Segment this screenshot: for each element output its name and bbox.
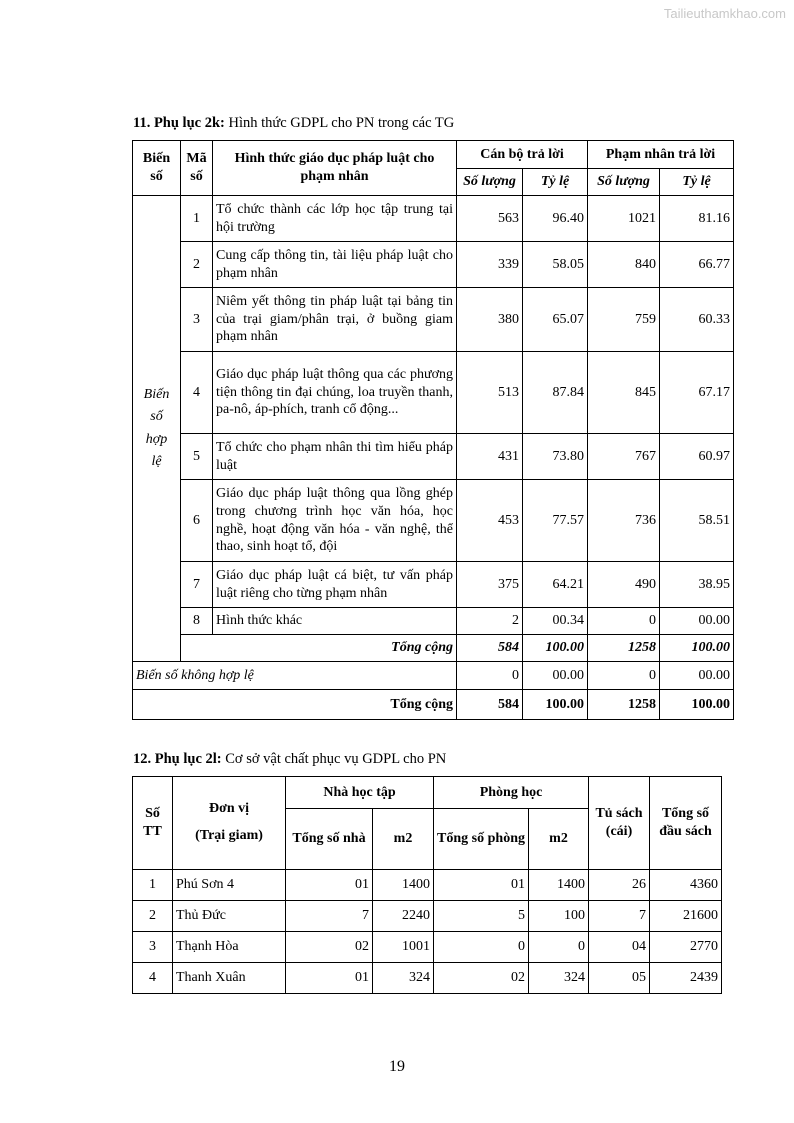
pn-count: 767 <box>588 434 660 480</box>
row-code: 2 <box>181 242 213 288</box>
pn-count: 845 <box>588 352 660 434</box>
row-dau-sach: 2770 <box>650 932 722 963</box>
header-tong-so-nha: Tổng số nhà <box>286 809 373 870</box>
table-row <box>133 288 734 352</box>
row-nha-m2: 2240 <box>373 901 434 932</box>
header-bien-so: Biến số <box>133 141 181 196</box>
cb-ratio: 58.05 <box>523 242 588 288</box>
row-stt: 3 <box>133 932 173 963</box>
pn-ratio: 58.51 <box>660 480 734 562</box>
table-row <box>133 434 734 480</box>
header-cb-so-luong: Số lượng <box>457 169 523 196</box>
row-tu-sach: 04 <box>589 932 650 963</box>
subtotal-label: Tổng cộng <box>181 635 457 662</box>
pn-count: 490 <box>588 562 660 608</box>
row-tu-sach: 7 <box>589 901 650 932</box>
section-12-caption <box>133 751 446 768</box>
valid-variable-label: Biến số hợp lệ <box>133 196 181 662</box>
header-nha-hoc-tap: Nhà học tập <box>286 777 434 809</box>
subtotal-pn-count: 1258 <box>588 635 660 662</box>
row-code: 7 <box>181 562 213 608</box>
table-row <box>133 932 722 963</box>
row-stt: 2 <box>133 901 173 932</box>
row-phong-m2: 0 <box>529 932 589 963</box>
cb-ratio: 73.80 <box>523 434 588 480</box>
total-cb-count: 584 <box>457 690 523 720</box>
row-description: Cung cấp thông tin, tài liệu pháp luật cho phạm nhân <box>213 242 457 288</box>
subtotal-cb-count: 584 <box>457 635 523 662</box>
header-pn-ty-le: Tỷ lệ <box>660 169 734 196</box>
pn-count: 0 <box>588 608 660 635</box>
row-description: Tổ chức cho phạm nhân thi tìm hiểu pháp luật <box>213 434 457 480</box>
row-code: 6 <box>181 480 213 562</box>
watermark-text: Tailieuthamkhao.com <box>663 6 786 21</box>
cb-count: 563 <box>457 196 523 242</box>
row-phong-m2: 100 <box>529 901 589 932</box>
row-description: Hình thức khác <box>213 608 457 635</box>
pn-ratio: 60.33 <box>660 288 734 352</box>
row-nha: 7 <box>286 901 373 932</box>
pn-ratio: 81.16 <box>660 196 734 242</box>
header-ma-so: Mã số <box>181 141 213 196</box>
section-12-caption-text: Cơ sở vật chất phục vụ GDPL cho PN <box>221 751 447 767</box>
table-row <box>133 480 734 562</box>
cb-ratio: 87.84 <box>523 352 588 434</box>
table-gdpl-forms <box>132 140 734 720</box>
row-nha: 01 <box>286 870 373 901</box>
header-pn-so-luong: Số lượng <box>588 169 660 196</box>
table-row <box>133 242 734 288</box>
invalid-row <box>133 662 734 690</box>
row-phong-m2: 1400 <box>529 870 589 901</box>
table-row <box>133 352 734 434</box>
cb-ratio: 65.07 <box>523 288 588 352</box>
header-hinh-thuc: Hình thức giáo dục pháp luật cho phạm nhân <box>213 141 457 196</box>
table-row <box>133 963 722 994</box>
row-dau-sach: 4360 <box>650 870 722 901</box>
pn-ratio: 67.17 <box>660 352 734 434</box>
row-code: 8 <box>181 608 213 635</box>
row-stt: 1 <box>133 870 173 901</box>
row-tu-sach: 05 <box>589 963 650 994</box>
table-row <box>133 901 722 932</box>
invalid-cb-ratio: 00.00 <box>523 662 588 690</box>
section-11-caption <box>133 115 454 132</box>
page-number: 19 <box>389 1058 405 1075</box>
cb-ratio: 77.57 <box>523 480 588 562</box>
cb-ratio: 00.34 <box>523 608 588 635</box>
pn-ratio: 60.97 <box>660 434 734 480</box>
pn-count: 840 <box>588 242 660 288</box>
table-row <box>133 608 734 635</box>
pn-count: 759 <box>588 288 660 352</box>
header-phong-hoc: Phòng học <box>434 777 589 809</box>
invalid-label: Biến số không hợp lệ <box>133 662 457 690</box>
row-code: 3 <box>181 288 213 352</box>
section-12-caption-bold: 12. Phụ lục 2l: <box>133 751 222 767</box>
header-cb-ty-le: Tỷ lệ <box>523 169 588 196</box>
row-phong: 02 <box>434 963 529 994</box>
subtotal-pn-ratio: 100.00 <box>660 635 734 662</box>
row-description: Tổ chức thành các lớp học tập trung tại hội trường <box>213 196 457 242</box>
row-code: 1 <box>181 196 213 242</box>
row-unit: Thủ Đức <box>173 901 286 932</box>
total-pn-count: 1258 <box>588 690 660 720</box>
row-nha-m2: 1400 <box>373 870 434 901</box>
section-11-caption-bold: 11. Phụ lục 2k: <box>133 115 225 131</box>
total-pn-ratio: 100.00 <box>660 690 734 720</box>
header-tong-so-dau-sach: Tổng số đầu sách <box>650 777 722 870</box>
subtotal-row <box>133 635 734 662</box>
row-code: 4 <box>181 352 213 434</box>
cb-count: 431 <box>457 434 523 480</box>
row-description: Giáo dục pháp luật thông qua lồng ghép trong chương trình học văn hóa, học nghề, hoạt động văn hóa - văn nghệ, thể thao, sinh hoạt tổ, đội <box>213 480 457 562</box>
pn-count: 1021 <box>588 196 660 242</box>
header-don-vi-line1: Đơn vị <box>208 801 250 817</box>
pn-ratio: 00.00 <box>660 608 734 635</box>
table-row <box>133 562 734 608</box>
row-nha-m2: 1001 <box>373 932 434 963</box>
cb-count: 375 <box>457 562 523 608</box>
header-nha-m2: m2 <box>373 809 434 870</box>
header-tong-so-phong: Tổng số phòng <box>434 809 529 870</box>
invalid-cb-count: 0 <box>457 662 523 690</box>
subtotal-cb-ratio: 100.00 <box>523 635 588 662</box>
row-nha: 02 <box>286 932 373 963</box>
cb-count: 513 <box>457 352 523 434</box>
cb-ratio: 96.40 <box>523 196 588 242</box>
row-nha: 01 <box>286 963 373 994</box>
row-phong: 5 <box>434 901 529 932</box>
table-row <box>133 196 734 242</box>
pn-ratio: 66.77 <box>660 242 734 288</box>
row-dau-sach: 21600 <box>650 901 722 932</box>
total-label: Tổng cộng <box>133 690 457 720</box>
header-phong-m2: m2 <box>529 809 589 870</box>
pn-ratio: 38.95 <box>660 562 734 608</box>
row-unit: Phú Sơn 4 <box>173 870 286 901</box>
pn-count: 736 <box>588 480 660 562</box>
table-row <box>133 870 722 901</box>
header-don-vi <box>173 777 286 870</box>
total-cb-ratio: 100.00 <box>523 690 588 720</box>
row-description: Giáo dục pháp luật cá biệt, tư vấn pháp luật riêng cho từng phạm nhân <box>213 562 457 608</box>
cb-count: 453 <box>457 480 523 562</box>
cb-count: 339 <box>457 242 523 288</box>
table-facilities <box>132 776 722 994</box>
row-dau-sach: 2439 <box>650 963 722 994</box>
section-11-caption-text: Hình thức GDPL cho PN trong các TG <box>224 115 455 131</box>
invalid-pn-count: 0 <box>588 662 660 690</box>
row-description: Niêm yết thông tin pháp luật tại bảng tin của trại giam/phân trại, ở buồng giam phạm nhân <box>213 288 457 352</box>
header-don-vi-line2: (Trại giam) <box>195 828 263 843</box>
row-phong: 01 <box>434 870 529 901</box>
cb-count: 380 <box>457 288 523 352</box>
row-phong-m2: 324 <box>529 963 589 994</box>
cb-count: 2 <box>457 608 523 635</box>
row-nha-m2: 324 <box>373 963 434 994</box>
header-pham-nhan: Phạm nhân trả lời <box>588 141 734 169</box>
total-row <box>133 690 734 720</box>
row-code: 5 <box>181 434 213 480</box>
row-unit: Thanh Xuân <box>173 963 286 994</box>
header-can-bo: Cán bộ trả lời <box>457 141 588 169</box>
row-description: Giáo dục pháp luật thông qua các phương tiện thông tin đại chúng, loa truyền thanh, pa-nô, áp-phích, tranh cổ động... <box>213 352 457 434</box>
row-tu-sach: 26 <box>589 870 650 901</box>
row-stt: 4 <box>133 963 173 994</box>
header-stt: Số TT <box>133 777 173 870</box>
header-tu-sach: Tủ sách (cái) <box>589 777 650 870</box>
invalid-pn-ratio: 00.00 <box>660 662 734 690</box>
row-unit: Thạnh Hòa <box>173 932 286 963</box>
row-phong: 0 <box>434 932 529 963</box>
cb-ratio: 64.21 <box>523 562 588 608</box>
